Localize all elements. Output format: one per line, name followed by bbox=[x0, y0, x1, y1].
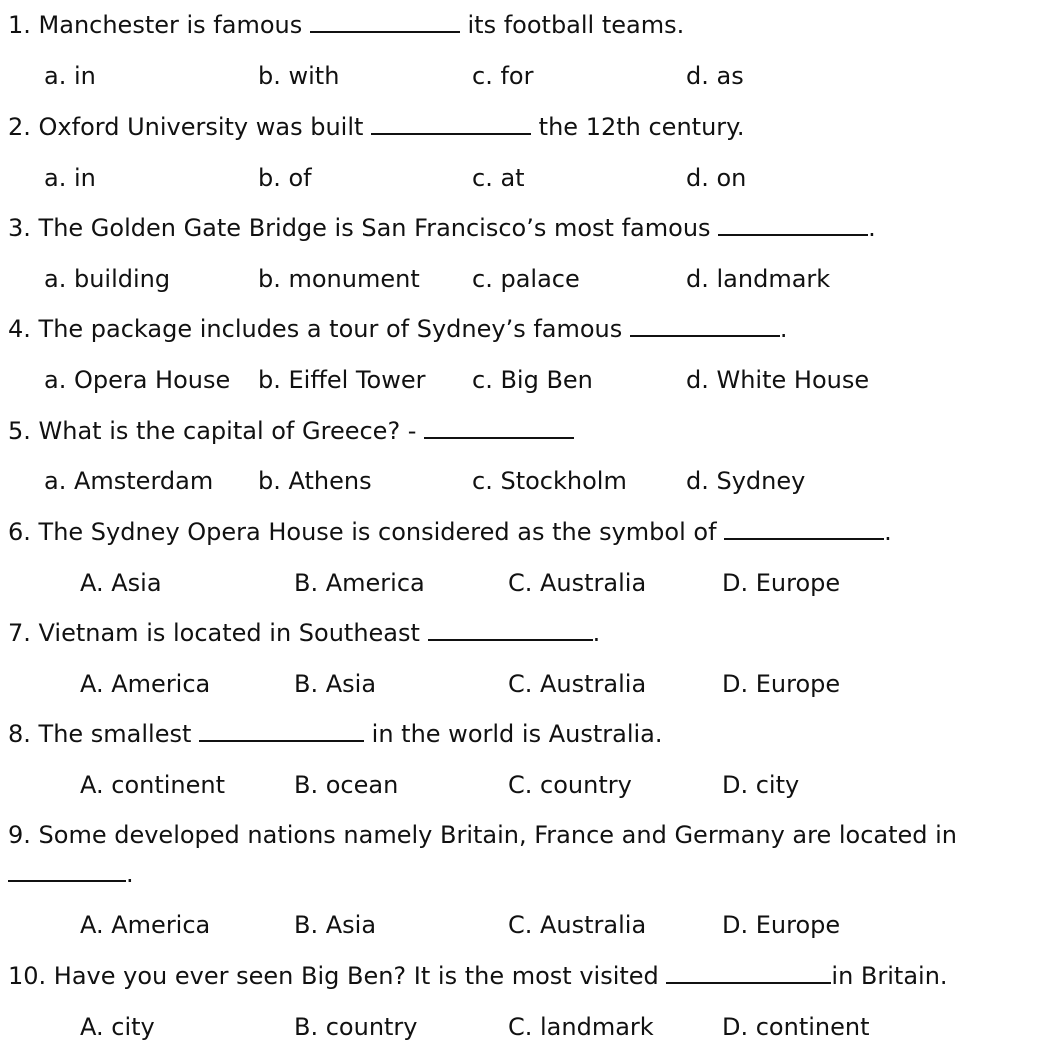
question-8-option-b[interactable]: B. ocean bbox=[294, 771, 399, 799]
question-3-text: 3. The Golden Gate Bridge is San Francisco’s most famous bbox=[8, 214, 719, 242]
question-4-option-c[interactable]: c. Big Ben bbox=[472, 366, 593, 394]
question-6-blank bbox=[724, 518, 884, 540]
question-1-option-d[interactable]: d. as bbox=[686, 62, 744, 90]
question-6-option-c[interactable]: C. Australia bbox=[508, 569, 647, 597]
question-3-option-d[interactable]: d. landmark bbox=[686, 265, 831, 293]
question-3 bbox=[8, 213, 876, 243]
question-8-option-c[interactable]: C. country bbox=[508, 771, 632, 799]
question-9-option-d[interactable]: D. Europe bbox=[722, 911, 841, 939]
question-3-blank bbox=[718, 214, 868, 236]
question-6 bbox=[8, 517, 892, 547]
question-4-option-b[interactable]: b. Eiffel Tower bbox=[258, 366, 426, 394]
question-10-option-a[interactable]: A. city bbox=[80, 1013, 155, 1041]
question-6-text: 6. The Sydney Opera House is considered as the symbol of bbox=[8, 518, 725, 546]
question-4-blank bbox=[630, 315, 780, 337]
question-7 bbox=[8, 618, 600, 648]
question-5-option-b[interactable]: b. Athens bbox=[258, 467, 372, 495]
question-2-option-d[interactable]: d. on bbox=[686, 164, 747, 192]
question-2-option-b[interactable]: b. of bbox=[258, 164, 312, 192]
question-10-text-end: in Britain. bbox=[831, 962, 948, 990]
question-3-text-end: . bbox=[868, 214, 876, 242]
question-8-option-a[interactable]: A. continent bbox=[80, 771, 226, 799]
question-9-option-b[interactable]: B. Asia bbox=[294, 911, 377, 939]
question-9 bbox=[8, 820, 957, 850]
question-2-text-end: the 12th century. bbox=[531, 113, 745, 141]
question-2 bbox=[8, 112, 745, 142]
question-5 bbox=[8, 416, 574, 446]
question-7-option-d[interactable]: D. Europe bbox=[722, 670, 841, 698]
question-1-blank bbox=[310, 11, 460, 33]
question-10-option-d[interactable]: D. continent bbox=[722, 1013, 870, 1041]
question-10-option-b[interactable]: B. country bbox=[294, 1013, 418, 1041]
question-1-option-c[interactable]: c. for bbox=[472, 62, 534, 90]
question-9-text-end: . bbox=[126, 860, 134, 888]
question-9-text: 9. Some developed nations namely Britain, France and Germany are located in bbox=[8, 821, 958, 849]
question-9-option-a[interactable]: A. America bbox=[80, 911, 211, 939]
question-4-option-a[interactable]: a. Opera House bbox=[44, 366, 231, 394]
question-3-option-c[interactable]: c. palace bbox=[472, 265, 580, 293]
question-4 bbox=[8, 314, 788, 344]
question-7-option-c[interactable]: C. Australia bbox=[508, 670, 647, 698]
question-4-text-end: . bbox=[779, 315, 788, 343]
question-6-text-end: . bbox=[884, 518, 892, 546]
question-1-text: 1. Manchester is famous bbox=[8, 11, 310, 39]
question-4-text: 4. The package includes a tour of Sydney’s famous bbox=[8, 315, 630, 343]
question-8-blank bbox=[199, 720, 364, 742]
question-9-option-c[interactable]: C. Australia bbox=[508, 911, 647, 939]
question-10-text: 10. Have you ever seen Big Ben? It is the most visited bbox=[8, 962, 667, 990]
question-1 bbox=[8, 10, 684, 40]
question-8-text-end: in the world is Australia. bbox=[364, 720, 663, 748]
question-7-blank bbox=[428, 619, 593, 641]
question-6-option-a[interactable]: A. Asia bbox=[80, 569, 162, 597]
question-5-option-c[interactable]: c. Stockholm bbox=[472, 467, 627, 495]
question-1-option-a[interactable]: a. in bbox=[44, 62, 96, 90]
question-5-text: 5. What is the capital of Greece? - bbox=[8, 417, 425, 445]
question-3-option-b[interactable]: b. monument bbox=[258, 265, 420, 293]
question-2-blank bbox=[371, 113, 531, 135]
question-10-blank bbox=[666, 962, 831, 984]
question-3-option-a[interactable]: a. building bbox=[44, 265, 171, 293]
question-5-option-a[interactable]: a. Amsterdam bbox=[44, 467, 214, 495]
question-7-option-a[interactable]: A. America bbox=[80, 670, 211, 698]
question-8-option-d[interactable]: D. city bbox=[722, 771, 800, 799]
question-1-text-end: its football teams. bbox=[459, 11, 685, 39]
question-2-option-c[interactable]: c. at bbox=[472, 164, 525, 192]
question-9-blank bbox=[8, 860, 126, 882]
question-7-option-b[interactable]: B. Asia bbox=[294, 670, 377, 698]
question-8-text: 8. The smallest bbox=[8, 720, 200, 748]
question-5-blank bbox=[424, 417, 574, 439]
question-1-option-b[interactable]: b. with bbox=[258, 62, 340, 90]
question-5-option-d[interactable]: d. Sydney bbox=[686, 467, 806, 495]
question-10-option-c[interactable]: C. landmark bbox=[508, 1013, 654, 1041]
question-2-text: 2. Oxford University was built bbox=[8, 113, 372, 141]
question-8 bbox=[8, 719, 662, 749]
question-10 bbox=[8, 961, 948, 991]
question-2-option-a[interactable]: a. in bbox=[44, 164, 96, 192]
question-4-option-d[interactable]: d. White House bbox=[686, 366, 870, 394]
question-6-option-b[interactable]: B. America bbox=[294, 569, 425, 597]
question-7-text: 7. Vietnam is located in Southeast bbox=[8, 619, 428, 647]
question-9-continuation bbox=[8, 859, 134, 889]
question-6-option-d[interactable]: D. Europe bbox=[722, 569, 841, 597]
question-7-text-end: . bbox=[592, 619, 601, 647]
